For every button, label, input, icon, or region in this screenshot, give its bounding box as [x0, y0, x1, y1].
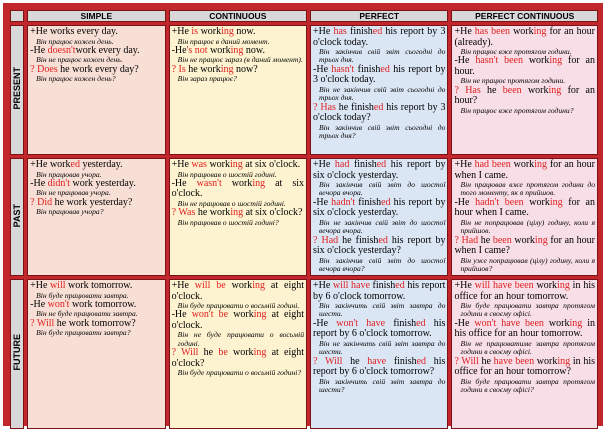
cell-past-continuous — [169, 158, 307, 276]
sentence-text: his report by 3 o'clock today. — [313, 26, 446, 48]
sentence-text: his report by 6 o'clock tomorrow. — [313, 317, 446, 340]
sentence-text: works — [49, 26, 75, 37]
sentence-text: at eight o'clock. — [171, 309, 305, 331]
sentence-text: +He — [313, 280, 333, 291]
sentence-text: +He — [171, 280, 195, 291]
tenses-body — [10, 25, 598, 429]
sentence-text: work — [534, 355, 558, 367]
sentence-text: work — [510, 26, 534, 37]
example-affirmative — [454, 160, 595, 181]
sentence-text: +He — [454, 159, 475, 170]
row-present — [10, 25, 598, 155]
sentence-text: at eight o'clock? — [171, 347, 304, 369]
highlight-text: Does — [37, 63, 58, 75]
highlight-text: hadn't been — [475, 196, 524, 208]
highlight-text: ? — [30, 317, 37, 329]
translation-negative: Він не буде працювати о восьмій годині. — [177, 330, 305, 348]
translation-question: Він працює вже протягом години? — [460, 105, 574, 115]
sentence-text: for an hour? — [454, 84, 595, 107]
example-affirmative — [172, 281, 304, 302]
sentence-text: he work tomorrow? — [54, 317, 136, 329]
highlight-text: is — [191, 26, 199, 37]
translation-question: Він закінчив свій звіт до шостої вечора вчора? — [319, 255, 446, 274]
row-label-past: PAST — [10, 158, 24, 276]
sentence-text: for an hour (already). — [454, 26, 595, 48]
sentence-text: every day. — [74, 26, 118, 37]
sentence-text: he work — [185, 63, 221, 75]
example-negative — [313, 65, 445, 86]
translation-affirmative: Він працював вже протягом години до того моменту, як я прийшов. — [460, 180, 595, 198]
sentence-text: -He — [454, 196, 476, 208]
sentence-text: he work every day? — [57, 63, 139, 75]
cell-past-simple — [27, 158, 165, 276]
highlight-text: won't have been — [474, 317, 544, 329]
sentence-text: now. — [233, 26, 256, 37]
example-negative — [454, 198, 595, 219]
sentence-text: work — [227, 347, 254, 359]
highlight-text: hadn't — [331, 196, 356, 208]
example-affirmative — [30, 27, 162, 38]
sentence-text: +He — [171, 26, 192, 37]
highlight-text: ing — [252, 177, 266, 189]
translation-question: Він працював учора? — [36, 207, 104, 217]
sentence-text: work — [225, 280, 253, 291]
sentence-text: -He — [30, 177, 48, 189]
highlight-text: ? — [313, 234, 322, 246]
sentence-text: for an hour. — [454, 55, 595, 77]
example-affirmative — [30, 160, 162, 171]
sentence-text: finish — [354, 63, 381, 75]
highlight-text: Did — [37, 196, 53, 208]
sentence-text: work — [198, 26, 222, 37]
tenses-table-frame — [3, 3, 603, 426]
row-future — [10, 279, 598, 429]
highlight-text: has been — [474, 26, 511, 37]
highlight-text: Was — [178, 207, 196, 219]
highlight-text: ed — [372, 26, 383, 37]
sentence-text: in his office for an hour tomorrow. — [454, 317, 595, 340]
highlight-text: ? — [171, 347, 182, 359]
highlight-text: ing — [548, 84, 562, 96]
sentence-text: for an hour when I came. — [454, 159, 595, 181]
translation-negative: Він не працював о шостій годині. — [177, 198, 286, 208]
highlight-text: won't — [47, 298, 70, 310]
translation-question: Він зараз працює? — [177, 74, 237, 84]
sentence-text: work every day. — [75, 44, 140, 56]
highlight-text: ing — [549, 55, 563, 67]
highlight-text: ing — [230, 207, 244, 219]
sentence-text: he — [480, 84, 503, 96]
cell-future-continuous — [169, 279, 307, 429]
sentence-text: work — [207, 44, 231, 56]
highlight-text: doesn't — [47, 44, 76, 56]
translation-negative: Він не працює протягом години. — [460, 76, 566, 86]
highlight-text: ing — [557, 355, 571, 367]
corner-cell — [10, 10, 24, 22]
sentence-text: at six o'clock. — [242, 159, 301, 170]
sentence-text: -He — [171, 309, 192, 321]
cell-future-perfect-continuous — [451, 279, 598, 429]
highlight-text: ing — [221, 26, 234, 37]
sentence-text: his report by 6 o'clock tomorrow. — [313, 280, 446, 302]
example-affirmative — [313, 27, 445, 48]
translation-question: Він закінчив свій звіт сьогодні до трьох дня? — [319, 122, 446, 141]
sentence-text: in his office for an hour tomorrow? — [454, 355, 595, 378]
sentence-text: +He — [313, 159, 335, 170]
sentence-text: work — [510, 159, 535, 170]
sentence-text: he — [342, 355, 368, 367]
highlight-text: have been — [493, 355, 535, 367]
highlight-text: has — [333, 26, 347, 37]
highlight-text: ing — [252, 280, 265, 291]
highlight-text: ? — [454, 84, 466, 96]
example-negative — [454, 56, 595, 77]
highlight-text: ed — [416, 317, 426, 329]
highlight-text: ed — [380, 63, 390, 75]
sentence-text: -He — [313, 317, 337, 329]
sentence-text: +He — [454, 26, 475, 37]
sentence-text: his report by 6 o'clock tomorrow? — [313, 355, 446, 378]
example-negative — [172, 179, 304, 200]
highlight-text: ing — [534, 159, 547, 170]
highlight-text: Has — [465, 84, 481, 96]
translation-question: Він працює кожен день? — [36, 74, 116, 84]
translation-affirmative: Він буде працювати завтра протягом години в своєму офісі. — [460, 301, 595, 319]
sentence-text: now? — [233, 63, 258, 75]
highlight-text: ? — [313, 355, 325, 367]
highlight-text: had — [334, 159, 350, 170]
sentence-text: work — [511, 234, 535, 246]
cell-present-perfect-continuous — [451, 25, 598, 155]
highlight-text: was — [191, 159, 207, 170]
highlight-text: ing — [569, 317, 583, 329]
example-negative — [313, 198, 445, 219]
translation-question: Він уже попрацював (цілу) годину, коли я прийшов? — [460, 255, 595, 274]
cell-present-perfect — [310, 25, 448, 155]
highlight-text: Will — [181, 347, 199, 359]
translation-affirmative: Він працював о шостій годині. — [177, 169, 277, 179]
highlight-text: ing — [557, 280, 570, 291]
highlight-text: ? — [30, 63, 38, 75]
sentence-text: -He — [30, 298, 48, 310]
example-negative — [454, 319, 595, 340]
cell-present-simple — [27, 25, 165, 155]
translation-affirmative: Він працює вже протягом години. — [460, 47, 572, 56]
highlight-text: ed — [376, 159, 387, 170]
sentence-text: work tomorrow. — [69, 298, 137, 310]
highlight-text: won't be — [191, 309, 229, 321]
highlight-text: ed — [416, 355, 427, 367]
sentence-text: finish — [386, 355, 417, 367]
sentence-text: finish — [385, 317, 417, 329]
highlight-text: ing — [230, 44, 244, 56]
sentence-text: his report by six o'clock yesterday. — [313, 196, 446, 219]
sentence-text: at six o'clock. — [171, 177, 305, 200]
sentence-text: +He — [454, 280, 475, 291]
translation-negative: Він не закінчить свій звіт завтра до шести. — [319, 338, 446, 357]
row-label-future: FUTURE — [10, 279, 24, 429]
cell-past-perfect-continuous — [451, 158, 598, 276]
highlight-text: ing — [534, 234, 548, 246]
highlight-text: ? — [30, 196, 38, 208]
sentence-text: he — [478, 234, 493, 246]
highlight-text: ed — [70, 159, 80, 170]
highlight-text: been — [502, 84, 522, 96]
highlight-text: ed — [378, 234, 388, 246]
sentence-text: his report by 3 o'clock today? — [313, 101, 446, 124]
sentence-text: work — [206, 159, 231, 170]
sentence-text: -He — [171, 44, 187, 56]
sentence-text: -He — [30, 44, 48, 56]
example-question — [454, 236, 595, 257]
header-simple: SIMPLE — [27, 10, 165, 22]
translation-negative: Він не працює кожен день. — [36, 55, 123, 65]
translation-question: Він працював о шостій годині? — [177, 217, 279, 227]
highlight-text: ing — [253, 347, 267, 359]
highlight-text: ? — [454, 355, 462, 367]
highlight-text: ing — [253, 309, 267, 321]
sentence-text: finish — [349, 159, 377, 170]
header-perfect: PERFECT — [310, 10, 448, 22]
highlight-text: Had — [461, 234, 479, 246]
highlight-text: ing — [533, 26, 547, 37]
sentence-text: in his office for an hour tomorrow. — [454, 280, 595, 302]
highlight-text: wasn't — [196, 177, 222, 189]
highlight-text: had been — [474, 159, 511, 170]
highlight-text: ? — [171, 63, 179, 75]
sentence-text: -He — [313, 63, 332, 75]
sentence-text: work — [533, 280, 558, 291]
translation-affirmative: Він закінчить свій звіт завтра до шести. — [319, 301, 446, 319]
sentence-text: finish — [346, 26, 373, 37]
highlight-text: Is — [178, 63, 186, 75]
sentence-text: for an hour when I came. — [454, 196, 595, 219]
highlight-text: ? — [313, 101, 321, 113]
sentence-text: work — [228, 309, 254, 321]
example-affirmative — [454, 27, 595, 48]
highlight-text: ? — [171, 207, 179, 219]
example-question — [313, 357, 445, 378]
sentence-text: yesterday. — [79, 159, 123, 170]
highlight-text: Has — [320, 101, 336, 113]
sentence-text: work yesterday. — [70, 177, 136, 189]
sentence-text: work — [543, 317, 570, 329]
translation-negative: Він не закінчив свій звіт до шостої вечора вчора. — [319, 217, 446, 236]
sentence-text: work — [522, 55, 550, 67]
highlight-text: been — [492, 234, 512, 246]
sentence-text: work tomorrow. — [65, 280, 133, 291]
example-affirmative — [30, 281, 162, 292]
example-affirmative — [313, 281, 445, 302]
translation-question: Він закінчить свій звіт завтра до шести? — [319, 376, 446, 395]
sentence-text: -He — [171, 177, 197, 189]
cell-past-perfect — [310, 158, 448, 276]
sentence-text: his report by six o'clock yesterday. — [313, 159, 446, 181]
sentence-text: he finish — [338, 234, 379, 246]
sentence-text: +He — [30, 26, 50, 37]
translation-affirmative: Він буде працювати завтра. — [36, 290, 129, 300]
header-continuous: CONTINUOUS — [169, 10, 307, 22]
highlight-text: ? — [454, 234, 462, 246]
example-question — [313, 103, 445, 124]
row-past — [10, 158, 598, 276]
example-question — [172, 348, 304, 369]
example-question — [313, 236, 445, 257]
sentence-text: now. — [243, 44, 265, 56]
translation-negative: Він не працює зараз (в даний момент). — [177, 55, 303, 65]
highlight-text: have — [367, 355, 387, 367]
translation-negative: Він не буде працювати завтра. — [36, 309, 138, 319]
example-question — [454, 86, 595, 107]
sentence-text: work — [221, 177, 253, 189]
translation-negative: Він не працював учора. — [36, 188, 111, 198]
cell-future-simple — [27, 279, 165, 429]
cell-future-perfect — [310, 279, 448, 429]
translation-question: Він буде працювати завтра протягом години в своєму офісі? — [460, 376, 595, 395]
highlight-text: Will — [461, 355, 479, 367]
translation-affirmative: Він працює кожен день. — [36, 36, 114, 46]
translation-affirmative: Він закінчив свій звіт до шостої вечора вчора. — [319, 180, 446, 198]
translation-affirmative: Він працював учора. — [36, 169, 102, 179]
sentence-text: he — [478, 355, 494, 367]
highlight-text: ing — [220, 63, 234, 75]
cell-present-continuous — [169, 25, 307, 155]
sentence-text: he work — [195, 207, 231, 219]
highlight-text: ed — [381, 196, 391, 208]
highlight-text: 's not — [186, 44, 208, 56]
translation-negative: Він не попрацював (цілу) годину, коли я прийшов. — [460, 217, 595, 236]
highlight-text: Had — [321, 234, 339, 246]
highlight-text: ing — [230, 159, 243, 170]
highlight-text: ed — [395, 280, 405, 291]
example-affirmative — [172, 160, 304, 171]
translation-negative: Він не працюватиме завтра протягом години в своєму офісі. — [460, 338, 595, 357]
highlight-text: Will — [36, 317, 55, 329]
sentence-text: finish — [355, 196, 382, 208]
sentence-text: work — [521, 84, 549, 96]
translation-affirmative: Він буде працювати о восьмій годині. — [177, 301, 300, 310]
highlight-text: hasn't — [331, 63, 355, 75]
highlight-text: will have been — [474, 280, 534, 291]
highlight-text: Will — [324, 355, 343, 367]
sentence-text: for an hour when I came? — [454, 234, 595, 257]
example-negative — [313, 319, 445, 340]
sentence-text: he — [198, 347, 219, 359]
translation-question: Він буде працювати о восьмій годині? — [177, 368, 302, 378]
highlight-text: will be — [194, 280, 226, 291]
highlight-text: will — [49, 280, 66, 291]
tenses-table — [7, 7, 601, 432]
sentence-text: +He — [30, 280, 50, 291]
example-affirmative — [454, 281, 595, 302]
sentence-text: finish — [369, 280, 396, 291]
highlight-text: hasn't been — [475, 55, 523, 67]
sentence-text: at six o'clock? — [243, 207, 303, 219]
highlight-text: be — [218, 347, 228, 359]
sentence-text: he finish — [335, 101, 374, 113]
translation-affirmative: Він закінчив свій звіт сьогодні до трьох дня. — [319, 47, 446, 65]
translation-question: Він буде працювати завтра? — [36, 328, 131, 338]
header-perfect-continuous: PERFECT CONTINUOUS — [451, 10, 598, 22]
example-affirmative — [172, 27, 304, 38]
translation-negative: Він не закінчив свій звіт сьогодні до трьох дня. — [319, 84, 446, 103]
highlight-text: will have — [332, 280, 370, 291]
highlight-text: ed — [373, 101, 384, 113]
highlight-text: didn't — [47, 177, 70, 189]
example-negative — [172, 310, 304, 331]
sentence-text: he work yesterday? — [52, 196, 133, 208]
example-affirmative — [313, 160, 445, 181]
sentence-text: his report by six o'clock yesterday? — [313, 234, 446, 257]
example-question — [454, 357, 595, 378]
sentence-text: +He — [171, 159, 192, 170]
sentence-text: -He — [454, 317, 475, 329]
sentence-text: his report by 3 o'clock today. — [313, 63, 446, 86]
sentence-text: -He — [313, 196, 332, 208]
sentence-text: work — [523, 196, 550, 208]
translation-affirmative: Він працює в даний момент. — [177, 36, 270, 46]
highlight-text: won't have — [336, 317, 386, 329]
highlight-text: ing — [549, 196, 563, 208]
row-label-present: PRESENT — [10, 25, 24, 155]
sentence-text: at eight o'clock. — [171, 280, 305, 302]
sentence-text: +He — [313, 26, 334, 37]
sentence-text: -He — [454, 55, 476, 67]
sentence-text: +He work — [30, 159, 71, 170]
